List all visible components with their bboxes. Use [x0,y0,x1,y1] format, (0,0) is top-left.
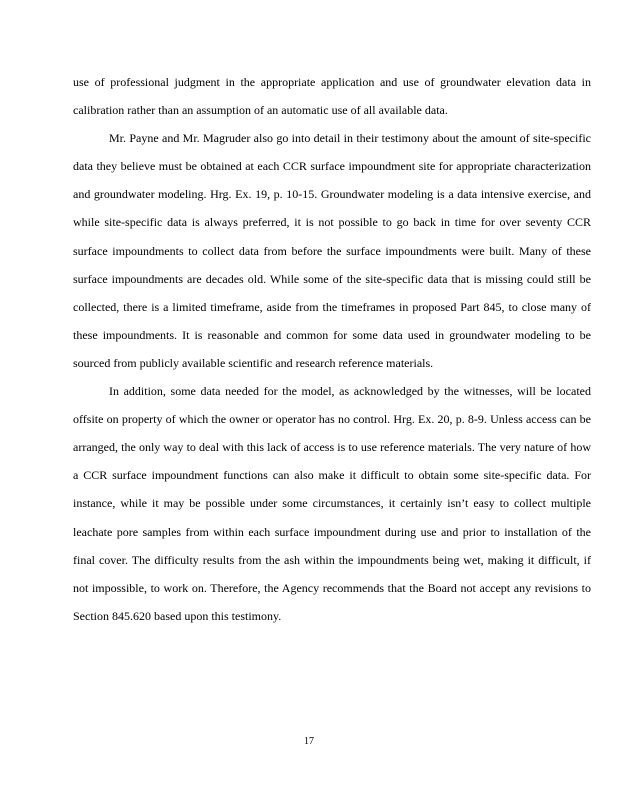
paragraph-continuation: use of professional judgment in the appropriate application and use of groundwater elevation data in calibration rather than an assumption of an automatic use of all available data. [73,75,591,118]
paragraph-site-specific-data: Mr. Payne and Mr. Magruder also go into detail in their testimony about the amount of site-specific data they believe must be obtained at each CCR surface impoundment site for appropriate characterization and groundwater modeling. Hrg. Ex. 19, p. 10-15. Groundwater modeling is a data intensive exercise, and while site-specific data is always preferred, it is not possible to go back in time for over seventy CCR surface impoundments to collect data from before the surface impoundments were built. Many of these surface impoundments are decades old. While some of the site-specific data that is missing could still be collected, there is a limited timeframe, aside from the timeframes in proposed Part 845, to close many of these impoundments. It is reasonable and common for some data used in groundwater modeling to be sourced from publicly available scientific and research reference materials. [73,131,591,370]
paragraph-offsite-data: In addition, some data needed for the model, as acknowledged by the witnesses, will be located offsite on property of which the owner or operator has no control. Hrg. Ex. 20, p. 8-9. Unless access can be arranged, the only way to deal with this lack of access is to use reference materials. The very nature of how a CCR surface impoundment functions can also make it difficult to obtain some site-specific data. For instance, while it may be possible under some circumstances, it certainly isn’t easy to collect multiple leachate pore samples from within each surface impoundment during use and prior to installation of the final cover. The difficulty results from the ash within the impoundments being wet, making it difficult, if not impossible, to work on. Therefore, the Agency recommends that the Board not accept any revisions to Section 845.620 based upon this testimony. [73,384,591,623]
page-number: 17 [304,736,314,747]
body-text [73,68,591,630]
